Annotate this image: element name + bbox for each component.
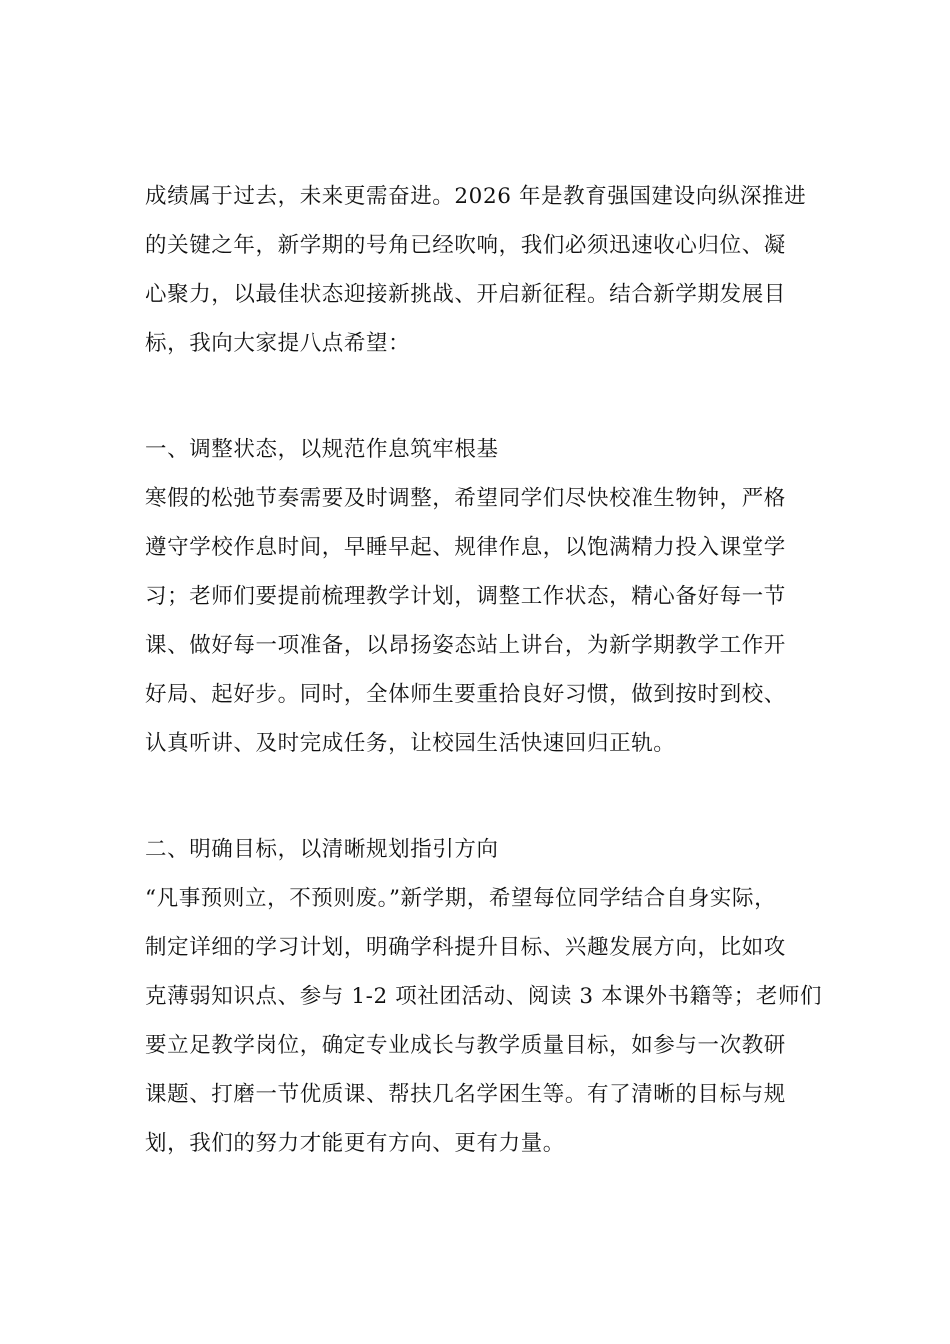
section-2-line: 制定详细的学习计划，明确学科提升目标、兴趣发展方向，比如攻: [145, 935, 786, 960]
section-2-line: 划，我们的努力才能更有方向、更有力量。: [145, 1131, 565, 1156]
section-2: [145, 825, 823, 1168]
intro-line: 标，我向大家提八点希望：: [145, 331, 411, 356]
intro-line: 成绩属于过去，未来更需奋进。2026 年是教育强国建设向纵深推进: [145, 184, 807, 209]
intro-line: 心聚力，以最佳状态迎接新挑战、开启新征程。结合新学期发展目: [145, 282, 786, 307]
section-2-line: 课题、打磨一节优质课、帮扶几名学困生等。有了清晰的目标与规: [145, 1082, 786, 1107]
section-1-line: 遵守学校作息时间，早睡早起、规律作息，以饱满精力投入课堂学: [145, 535, 786, 560]
section-1-line: 好局、起好步。同时，全体师生要重拾良好习惯，做到按时到校、: [145, 682, 786, 707]
intro-paragraph: [145, 172, 815, 368]
section-2-line: “凡事预则立，不预则废。”新学期，希望每位同学结合自身实际，: [145, 886, 777, 911]
section-1-line: 认真听讲、及时完成任务，让校园生活快速回归正轨。: [145, 731, 676, 756]
section-2-heading: 二、明确目标，以清晰规划指引方向: [145, 837, 499, 862]
section-1-heading: 一、调整状态，以规范作息筑牢根基: [145, 437, 499, 462]
section-2-line: 克薄弱知识点、参与 1-2 项社团活动、阅读 3 本课外书籍等；老师们: [145, 984, 823, 1009]
section-1-line: 课、做好每一项准备，以昂扬姿态站上讲台，为新学期教学工作开: [145, 633, 786, 658]
section-1-line: 寒假的松弛节奏需要及时调整，希望同学们尽快校准生物钟，严格: [145, 486, 786, 511]
section-1-line: 习；老师们要提前梳理教学计划，调整工作状态，精心备好每一节: [145, 584, 786, 609]
section-2-line: 要立足教学岗位，确定专业成长与教学质量目标，如参与一次教研: [145, 1033, 786, 1058]
section-1: [145, 425, 815, 768]
intro-line: 的关键之年，新学期的号角已经吹响，我们必须迅速收心归位、凝: [145, 233, 786, 258]
